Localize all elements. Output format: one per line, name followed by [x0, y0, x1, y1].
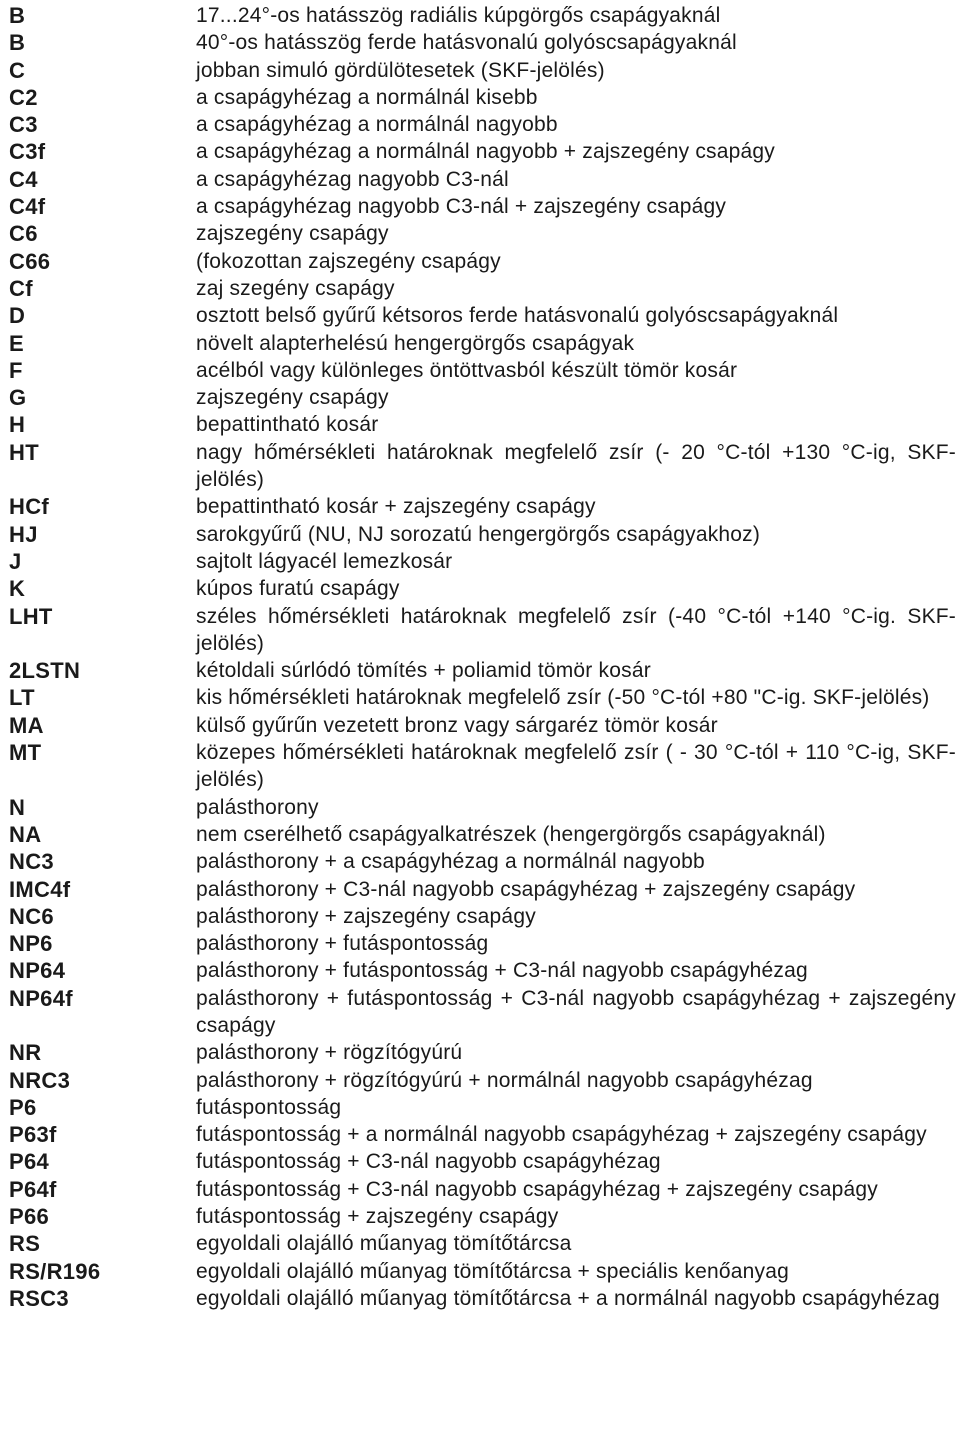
entry-code: RS [9, 1231, 41, 1257]
entry-code: LHT [9, 603, 53, 629]
entry-description: külső gyűrűn vezetett bronz vagy sárgaréz tömör kosár [196, 713, 718, 737]
entry-description: nem cserélhető csapágyalkatrészek (hengergörgős csapágyaknál) [196, 822, 826, 846]
entry-row [0, 248, 960, 275]
entry-description: egyoldali olajálló műanyag tömítőtárcsa + speciális kenőanyag [196, 1259, 789, 1283]
entry-description: kétoldali súrlódó tömítés + poliamid tömör kosár [196, 659, 651, 683]
entry-code: MT [9, 740, 42, 766]
entry-row [0, 739, 960, 794]
entry-row [0, 548, 960, 575]
entry-row [0, 57, 960, 84]
entry-description: a csapágyhézag a normálnál nagyobb + zajszegény csapágy [196, 140, 775, 164]
entry-code: F [9, 357, 23, 383]
entry-row [0, 985, 960, 1040]
entry-row [0, 848, 960, 875]
entry-code: E [9, 330, 24, 356]
entry-row [0, 1094, 960, 1121]
entry-row [0, 903, 960, 930]
entry-description: 17...24°-os hatásszög radiális kúpgörgős csapágyaknál [196, 4, 721, 27]
entry-code: P66 [9, 1204, 50, 1230]
entry-code: C6 [9, 221, 38, 247]
entry-row [0, 29, 960, 56]
entry-code: NC3 [9, 849, 54, 875]
entry-row [0, 138, 960, 165]
entry-description: jobban simuló gördülötesetek (SKF-jelölés) [196, 58, 605, 82]
entry-code: NC6 [9, 903, 54, 929]
entry-description: palásthorony + rögzítógyúrú + normálnál nagyobb csapágyhézag [196, 1068, 813, 1092]
entry-description: futáspontosság + C3-nál nagyobb csapágyhézag [196, 1150, 661, 1174]
entry-code: P64f [9, 1176, 57, 1202]
entry-code: D [9, 303, 26, 329]
entry-code: HT [9, 439, 39, 465]
entry-row [0, 357, 960, 384]
entry-row [0, 1230, 960, 1257]
entry-row [0, 930, 960, 957]
entry-description: a csapágyhézag a normálnál kisebb [196, 85, 538, 109]
entry-code: NA [9, 821, 42, 847]
entry-code: C66 [9, 248, 51, 274]
entry-description: zajszegény csapágy [196, 386, 389, 410]
entry-description: palásthorony + futáspontosság + C3-nál nagyobb csapágyhézag + zajszegény csapágy [196, 986, 956, 1037]
entry-code: NP64 [9, 958, 66, 984]
entry-description: acélból vagy különleges öntöttvasból készült tömör kosár [196, 358, 738, 382]
entry-code: C2 [9, 84, 38, 110]
entry-row [0, 2, 960, 29]
entry-code: C4f [9, 194, 46, 220]
entry-description: kis hőmérsékleti határoknak megfelelő zsír (-50 °C-tól +80 "C-ig. SKF-jelölés) [196, 686, 930, 710]
entry-description: bepattintható kosár + zajszegény csapágy [196, 495, 596, 519]
entry-code: NP6 [9, 931, 53, 957]
entry-description: egyoldali olajálló műanyag tömítőtárcsa [196, 1232, 572, 1256]
entry-row [0, 384, 960, 411]
entry-description: palásthorony + rögzítógyúrú [196, 1041, 463, 1065]
entry-row [0, 411, 960, 438]
entry-description: 40°-os hatásszög ferde hatásvonalú golyóscsapágyaknál [196, 31, 737, 55]
entry-row [0, 603, 960, 658]
entry-code: C3f [9, 139, 46, 165]
entry-description: osztott belső gyűrű kétsoros ferde hatásvonalú golyóscsapágyaknál [196, 304, 839, 328]
entry-code: C3 [9, 112, 38, 138]
entry-row [0, 302, 960, 329]
entry-description: futáspontosság + zajszegény csapágy [196, 1205, 559, 1229]
entry-row [0, 166, 960, 193]
entry-code: NRC3 [9, 1067, 71, 1093]
entry-row [0, 1067, 960, 1094]
entry-row [0, 439, 960, 494]
entry-code: RSC3 [9, 1285, 69, 1311]
entry-code: 2LSTN [9, 658, 81, 684]
entry-row [0, 794, 960, 821]
entry-description: (fokozottan zajszegény csapágy [196, 249, 501, 273]
entry-row [0, 1176, 960, 1203]
entry-description: palásthorony + zajszegény csapágy [196, 904, 536, 928]
entry-row [0, 1121, 960, 1148]
entry-code: J [9, 548, 22, 574]
entry-row [0, 275, 960, 302]
entry-description: bepattintható kosár [196, 413, 379, 437]
entry-code: HCf [9, 494, 50, 520]
entry-description: a csapágyhézag a normálnál nagyobb [196, 113, 558, 137]
entry-code: MA [9, 712, 44, 738]
entry-row [0, 712, 960, 739]
entry-row [0, 330, 960, 357]
entry-description: széles hőmérsékleti határoknak megfelelő zsír (-40 °C-tól +140 °C-ig. SKF-jelölés) [196, 604, 956, 655]
entry-description: palásthorony + futáspontosság [196, 932, 489, 956]
entry-row [0, 1039, 960, 1066]
entry-row [0, 684, 960, 711]
entry-description: a csapágyhézag nagyobb C3-nál [196, 167, 509, 191]
entry-description: futáspontosság [196, 1095, 342, 1119]
entry-row [0, 193, 960, 220]
entry-row [0, 220, 960, 247]
entry-code: P63f [9, 1122, 57, 1148]
entry-description: futáspontosság + a normálnál nagyobb csapágyhézag + zajszegény csapágy [196, 1123, 927, 1147]
entry-code: H [9, 412, 26, 438]
entry-code: NP64f [9, 985, 73, 1011]
entry-row [0, 657, 960, 684]
entry-description: palásthorony + futáspontosság + C3-nál nagyobb csapágyhézag [196, 959, 808, 983]
entry-code: K [9, 576, 26, 602]
entry-code: HJ [9, 521, 38, 547]
entry-description: nagy hőmérsékleti határoknak megfelelő zsír (- 20 °C-tól +130 °C-ig, SKF-jelölés) [196, 440, 956, 492]
entry-description: a csapágyhézag nagyobb C3-nál + zajszegény csapágy [196, 195, 727, 219]
entry-row [0, 876, 960, 903]
entry-description: egyoldali olajálló műanyag tömítőtárcsa + a normálnál nagyobb csapágyhézag [196, 1286, 940, 1310]
entry-row [0, 1285, 960, 1312]
entry-description: sajtolt lágyacél lemezkosár [196, 549, 453, 573]
entry-description: palásthorony + a csapágyhézag a normálnál nagyobb [196, 850, 705, 874]
entry-description: közepes hőmérsékleti határoknak megfelelő zsír ( - 30 °C-tól + 110 °C-ig, SKF-jelölés) [196, 741, 956, 792]
entry-code: P6 [9, 1094, 37, 1120]
entry-description: kúpos furatú csapágy [196, 577, 400, 601]
entry-code: Cf [9, 275, 33, 301]
entry-description: palásthorony [196, 795, 319, 819]
entry-code: NR [9, 1040, 42, 1066]
entry-row [0, 521, 960, 548]
entry-row [0, 1258, 960, 1285]
entry-code: IMC4f [9, 876, 71, 902]
entry-code: B [9, 30, 26, 56]
entry-row [0, 84, 960, 111]
entry-code: G [9, 385, 27, 411]
entry-description: futáspontosság + C3-nál nagyobb csapágyhézag + zajszegény csapágy [196, 1177, 878, 1201]
entry-row [0, 1148, 960, 1175]
entry-code: RS/R196 [9, 1258, 101, 1284]
entry-code: N [9, 794, 26, 820]
entry-description: zaj szegény csapágy [196, 276, 395, 300]
entry-row [0, 575, 960, 602]
entry-description: zajszegény csapágy [196, 222, 389, 246]
entry-row [0, 1203, 960, 1230]
entry-row [0, 957, 960, 984]
entry-description: sarokgyűrű (NU, NJ sorozatú hengergörgős csapágyakhoz) [196, 522, 761, 546]
entry-code: C4 [9, 166, 38, 192]
entry-description: palásthorony + C3-nál nagyobb csapágyhézag + zajszegény csapágy [196, 877, 856, 901]
entry-row [0, 821, 960, 848]
entry-code: C [9, 57, 26, 83]
entry-code: LT [9, 685, 35, 711]
suffix-code-list [0, 2, 960, 1312]
entry-code: B [9, 3, 26, 28]
entry-row [0, 111, 960, 138]
entry-row [0, 493, 960, 520]
entry-description: növelt alapterhelésú hengergörgős csapágyak [196, 331, 635, 355]
entry-code: P64 [9, 1149, 50, 1175]
